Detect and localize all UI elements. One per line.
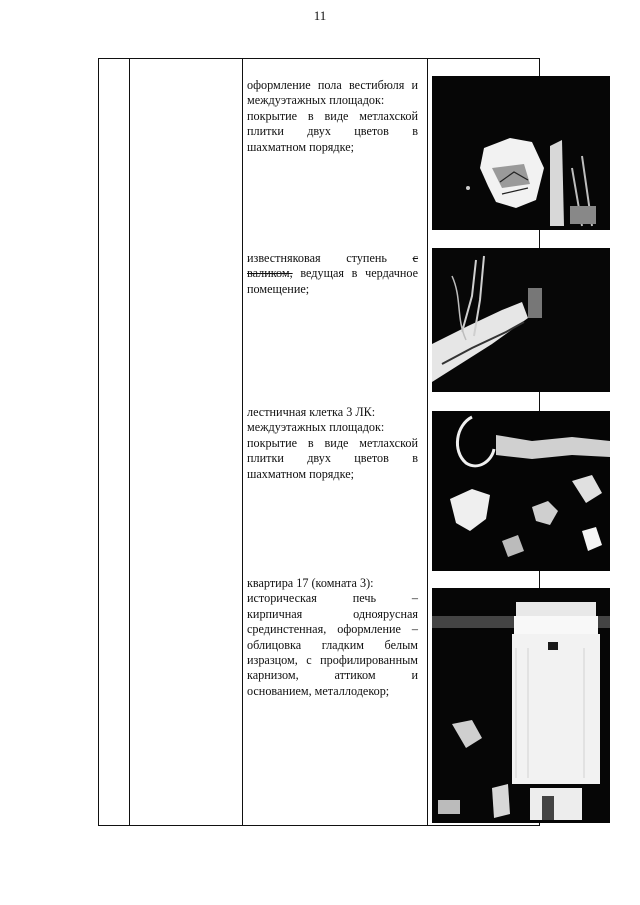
line-text: шахматном порядке; (247, 466, 355, 481)
description-line (247, 266, 418, 281)
row-2-description (247, 251, 418, 297)
line-text: междуэтажных площадок: (247, 93, 385, 108)
line-text: известняковая ступень (247, 251, 387, 265)
description-line (247, 93, 418, 108)
description-line (247, 467, 418, 482)
description-line (247, 653, 418, 668)
line-text: основанием, металлодекор; (247, 683, 390, 698)
description-line (247, 251, 418, 266)
description-line (247, 78, 418, 93)
line-text: кирпичная одноярусная (247, 606, 418, 621)
line-text: плитки двух цветов в (247, 451, 418, 466)
description-line (247, 576, 418, 591)
line-text: лестничная клетка 3 ЛК: (247, 405, 376, 419)
description-line (247, 668, 418, 683)
struck-text: валиком, (247, 266, 293, 281)
description-line (247, 124, 418, 139)
line-text: изразцом, с профилированным (247, 653, 418, 668)
description-line (247, 591, 418, 606)
line-text: шахматном порядке; (247, 139, 355, 154)
row-2-photo (432, 248, 610, 392)
row-3-photo (432, 411, 610, 571)
line-text: покрытие в виде метлахской (247, 435, 418, 450)
description-line (247, 436, 418, 451)
line-text: квартира 17 (комната 3): (247, 576, 374, 590)
line-text: плитки двух цветов в (247, 124, 418, 139)
line-text: срединстенная, оформление – (247, 622, 418, 637)
description-line (247, 420, 418, 435)
column-divider-3 (427, 59, 428, 825)
struck-text: с (412, 251, 419, 265)
line-text: оформление пола вестибюля и (247, 78, 418, 92)
row-1-photo (432, 76, 610, 230)
row-4-photo (432, 588, 610, 823)
line-text: покрытие в виде метлахской (247, 108, 418, 123)
column-divider-1 (129, 59, 130, 825)
description-line (247, 451, 418, 466)
line-text: ведущая в чердачное (300, 266, 419, 281)
row-3-description (247, 405, 418, 482)
description-line (247, 622, 418, 637)
description-line (247, 638, 418, 653)
line-text: междуэтажных площадок: (247, 420, 385, 435)
line-text: карнизом, аттиком и (247, 668, 418, 683)
row-1-description (247, 78, 418, 155)
description-line (247, 607, 418, 622)
column-divider-2 (242, 59, 243, 825)
description-line (247, 684, 418, 699)
description-line (247, 405, 418, 420)
page-number: 11 (313, 8, 327, 23)
description-line (247, 282, 418, 297)
description-line (247, 140, 418, 155)
row-4-description (247, 576, 418, 699)
description-line (247, 109, 418, 124)
line-text: историческая печь – (247, 591, 418, 606)
line-text: облицовка гладким белым (247, 637, 418, 652)
line-text: помещение; (247, 281, 310, 296)
